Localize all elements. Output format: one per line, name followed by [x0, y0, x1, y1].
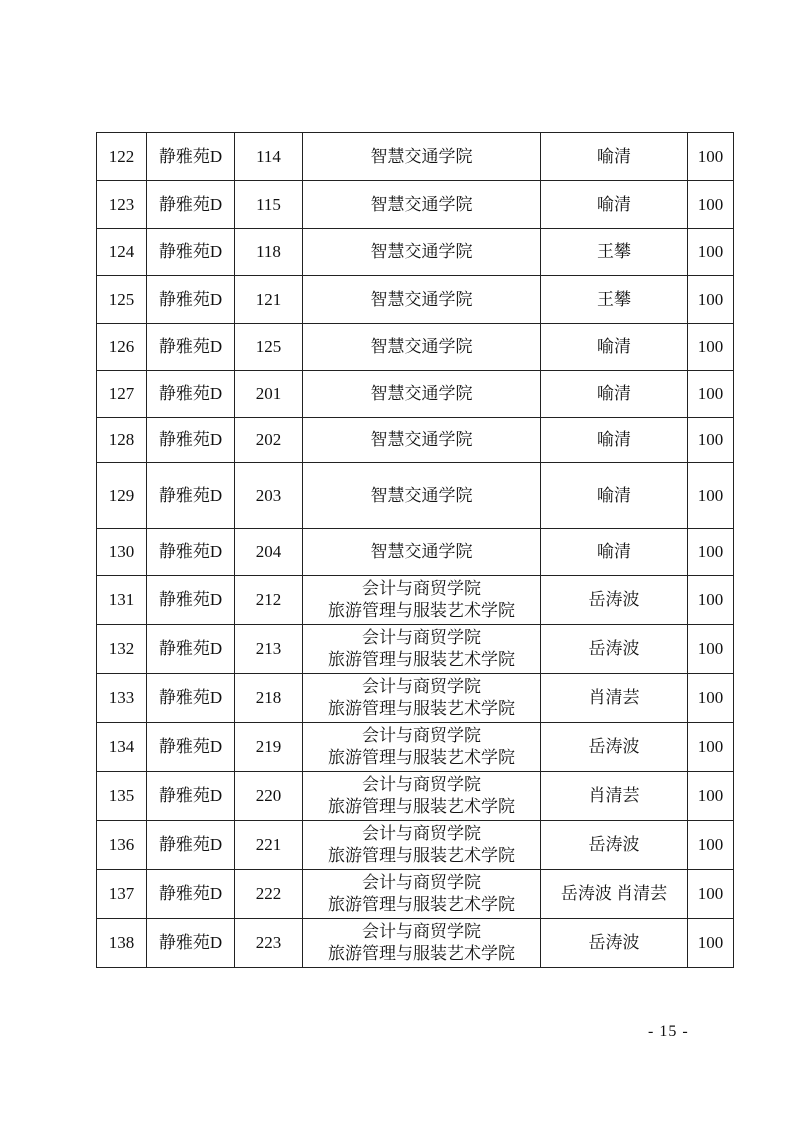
room-cell: 221 — [235, 821, 303, 870]
page-number: - 15 - — [648, 1023, 689, 1040]
table-row — [97, 276, 734, 324]
building-cell: 静雅苑D — [147, 371, 235, 418]
inspector-cell: 喻清 — [541, 181, 688, 229]
table-row — [97, 324, 734, 371]
score-cell: 100 — [688, 229, 734, 276]
inspector-cell: 喻清 — [541, 324, 688, 371]
row-number-cell: 122 — [97, 133, 147, 181]
building-cell: 静雅苑D — [147, 229, 235, 276]
building-cell: 静雅苑D — [147, 133, 235, 181]
college-name: 会计与商贸学院 — [362, 726, 481, 745]
table-row — [97, 772, 734, 821]
table-row — [97, 463, 734, 529]
college-name: 旅游管理与服装艺术学院 — [328, 797, 515, 816]
room-cell: 114 — [235, 133, 303, 181]
college-name: 智慧交通学院 — [370, 337, 473, 356]
row-number-cell: 126 — [97, 324, 147, 371]
college-name: 智慧交通学院 — [370, 194, 473, 214]
inspector-cell: 岳涛波 — [541, 723, 688, 772]
college-cell — [303, 919, 541, 968]
row-number-cell: 131 — [97, 576, 147, 625]
score-cell: 100 — [688, 576, 734, 625]
row-number-cell: 127 — [97, 371, 147, 418]
building-cell: 静雅苑D — [147, 463, 235, 529]
table-row — [97, 674, 734, 723]
table-row — [97, 821, 734, 870]
college-cell — [303, 324, 541, 371]
building-cell: 静雅苑D — [147, 576, 235, 625]
row-number-cell: 132 — [97, 625, 147, 674]
college-name: 旅游管理与服装艺术学院 — [328, 944, 515, 963]
building-cell: 静雅苑D — [147, 276, 235, 324]
college-cell — [303, 133, 541, 181]
score-cell: 100 — [688, 181, 734, 229]
college-cell — [303, 674, 541, 723]
building-cell: 静雅苑D — [147, 625, 235, 674]
room-cell: 201 — [235, 371, 303, 418]
inspector-cell: 肖清芸 — [541, 772, 688, 821]
college-name: 会计与商贸学院 — [362, 628, 481, 647]
score-cell: 100 — [688, 625, 734, 674]
building-cell: 静雅苑D — [147, 919, 235, 968]
score-cell: 100 — [688, 870, 734, 919]
college-name: 会计与商贸学院 — [362, 677, 481, 696]
college-cell — [303, 229, 541, 276]
building-cell: 静雅苑D — [147, 529, 235, 576]
inspector-cell: 王攀 — [541, 276, 688, 324]
college-cell — [303, 529, 541, 576]
building-cell: 静雅苑D — [147, 723, 235, 772]
row-number-cell: 136 — [97, 821, 147, 870]
college-name: 旅游管理与服装艺术学院 — [328, 748, 515, 767]
score-cell: 100 — [688, 276, 734, 324]
room-cell: 115 — [235, 181, 303, 229]
score-cell: 100 — [688, 324, 734, 371]
inspector-cell: 肖清芸 — [541, 674, 688, 723]
room-cell: 220 — [235, 772, 303, 821]
college-cell — [303, 576, 541, 625]
building-cell: 静雅苑D — [147, 418, 235, 463]
building-cell: 静雅苑D — [147, 674, 235, 723]
college-cell — [303, 463, 541, 529]
college-name: 智慧交通学院 — [370, 485, 473, 505]
table-body — [97, 133, 734, 968]
table-row — [97, 529, 734, 576]
college-name: 会计与商贸学院 — [362, 579, 481, 598]
table-row — [97, 919, 734, 968]
room-cell: 125 — [235, 324, 303, 371]
row-number-cell: 125 — [97, 276, 147, 324]
score-cell: 100 — [688, 418, 734, 463]
room-cell: 219 — [235, 723, 303, 772]
row-number-cell: 133 — [97, 674, 147, 723]
college-name: 智慧交通学院 — [370, 542, 473, 561]
college-name: 智慧交通学院 — [370, 430, 473, 449]
score-cell: 100 — [688, 821, 734, 870]
college-cell — [303, 181, 541, 229]
row-number-cell: 129 — [97, 463, 147, 529]
college-cell — [303, 418, 541, 463]
table-row — [97, 229, 734, 276]
college-name: 会计与商贸学院 — [362, 873, 481, 892]
building-cell: 静雅苑D — [147, 181, 235, 229]
score-cell: 100 — [688, 133, 734, 181]
score-cell: 100 — [688, 529, 734, 576]
college-name: 旅游管理与服装艺术学院 — [328, 601, 515, 620]
room-cell: 202 — [235, 418, 303, 463]
inspector-cell: 岳涛波 — [541, 919, 688, 968]
building-cell: 静雅苑D — [147, 821, 235, 870]
college-cell — [303, 371, 541, 418]
college-name: 旅游管理与服装艺术学院 — [328, 699, 515, 718]
dormitory-score-table — [96, 132, 734, 968]
inspector-cell: 喻清 — [541, 463, 688, 529]
room-cell: 203 — [235, 463, 303, 529]
table-row — [97, 723, 734, 772]
inspector-cell: 岳涛波 — [541, 625, 688, 674]
score-cell: 100 — [688, 463, 734, 529]
college-name: 会计与商贸学院 — [362, 824, 481, 843]
building-cell: 静雅苑D — [147, 324, 235, 371]
college-cell — [303, 772, 541, 821]
table-row — [97, 181, 734, 229]
college-name: 智慧交通学院 — [370, 289, 473, 309]
inspector-cell: 王攀 — [541, 229, 688, 276]
college-cell — [303, 276, 541, 324]
row-number-cell: 130 — [97, 529, 147, 576]
inspector-cell: 岳涛波 — [541, 821, 688, 870]
table-row — [97, 870, 734, 919]
college-cell — [303, 821, 541, 870]
college-cell — [303, 870, 541, 919]
score-cell: 100 — [688, 674, 734, 723]
row-number-cell: 137 — [97, 870, 147, 919]
score-cell: 100 — [688, 371, 734, 418]
score-cell: 100 — [688, 919, 734, 968]
row-number-cell: 138 — [97, 919, 147, 968]
table-row — [97, 625, 734, 674]
row-number-cell: 128 — [97, 418, 147, 463]
building-cell: 静雅苑D — [147, 870, 235, 919]
college-name: 智慧交通学院 — [370, 242, 473, 261]
room-cell: 223 — [235, 919, 303, 968]
room-cell: 222 — [235, 870, 303, 919]
college-name: 智慧交通学院 — [370, 146, 473, 166]
inspector-cell: 岳涛波 肖清芸 — [541, 870, 688, 919]
row-number-cell: 123 — [97, 181, 147, 229]
college-name: 旅游管理与服装艺术学院 — [328, 895, 515, 914]
college-name: 旅游管理与服装艺术学院 — [328, 846, 515, 865]
score-cell: 100 — [688, 772, 734, 821]
college-name: 旅游管理与服装艺术学院 — [328, 650, 515, 669]
room-cell: 121 — [235, 276, 303, 324]
room-cell: 118 — [235, 229, 303, 276]
college-cell — [303, 723, 541, 772]
college-name: 会计与商贸学院 — [362, 775, 481, 794]
room-cell: 218 — [235, 674, 303, 723]
inspector-cell: 喻清 — [541, 529, 688, 576]
table-row — [97, 576, 734, 625]
room-cell: 213 — [235, 625, 303, 674]
building-cell: 静雅苑D — [147, 772, 235, 821]
inspector-cell: 喻清 — [541, 418, 688, 463]
college-name: 智慧交通学院 — [370, 384, 473, 403]
table-row — [97, 133, 734, 181]
table-row — [97, 418, 734, 463]
inspector-cell: 喻清 — [541, 371, 688, 418]
room-cell: 212 — [235, 576, 303, 625]
row-number-cell: 134 — [97, 723, 147, 772]
room-cell: 204 — [235, 529, 303, 576]
table-row — [97, 371, 734, 418]
row-number-cell: 135 — [97, 772, 147, 821]
score-cell: 100 — [688, 723, 734, 772]
row-number-cell: 124 — [97, 229, 147, 276]
college-cell — [303, 625, 541, 674]
inspector-cell: 岳涛波 — [541, 576, 688, 625]
college-name: 会计与商贸学院 — [362, 922, 481, 941]
inspector-cell: 喻清 — [541, 133, 688, 181]
